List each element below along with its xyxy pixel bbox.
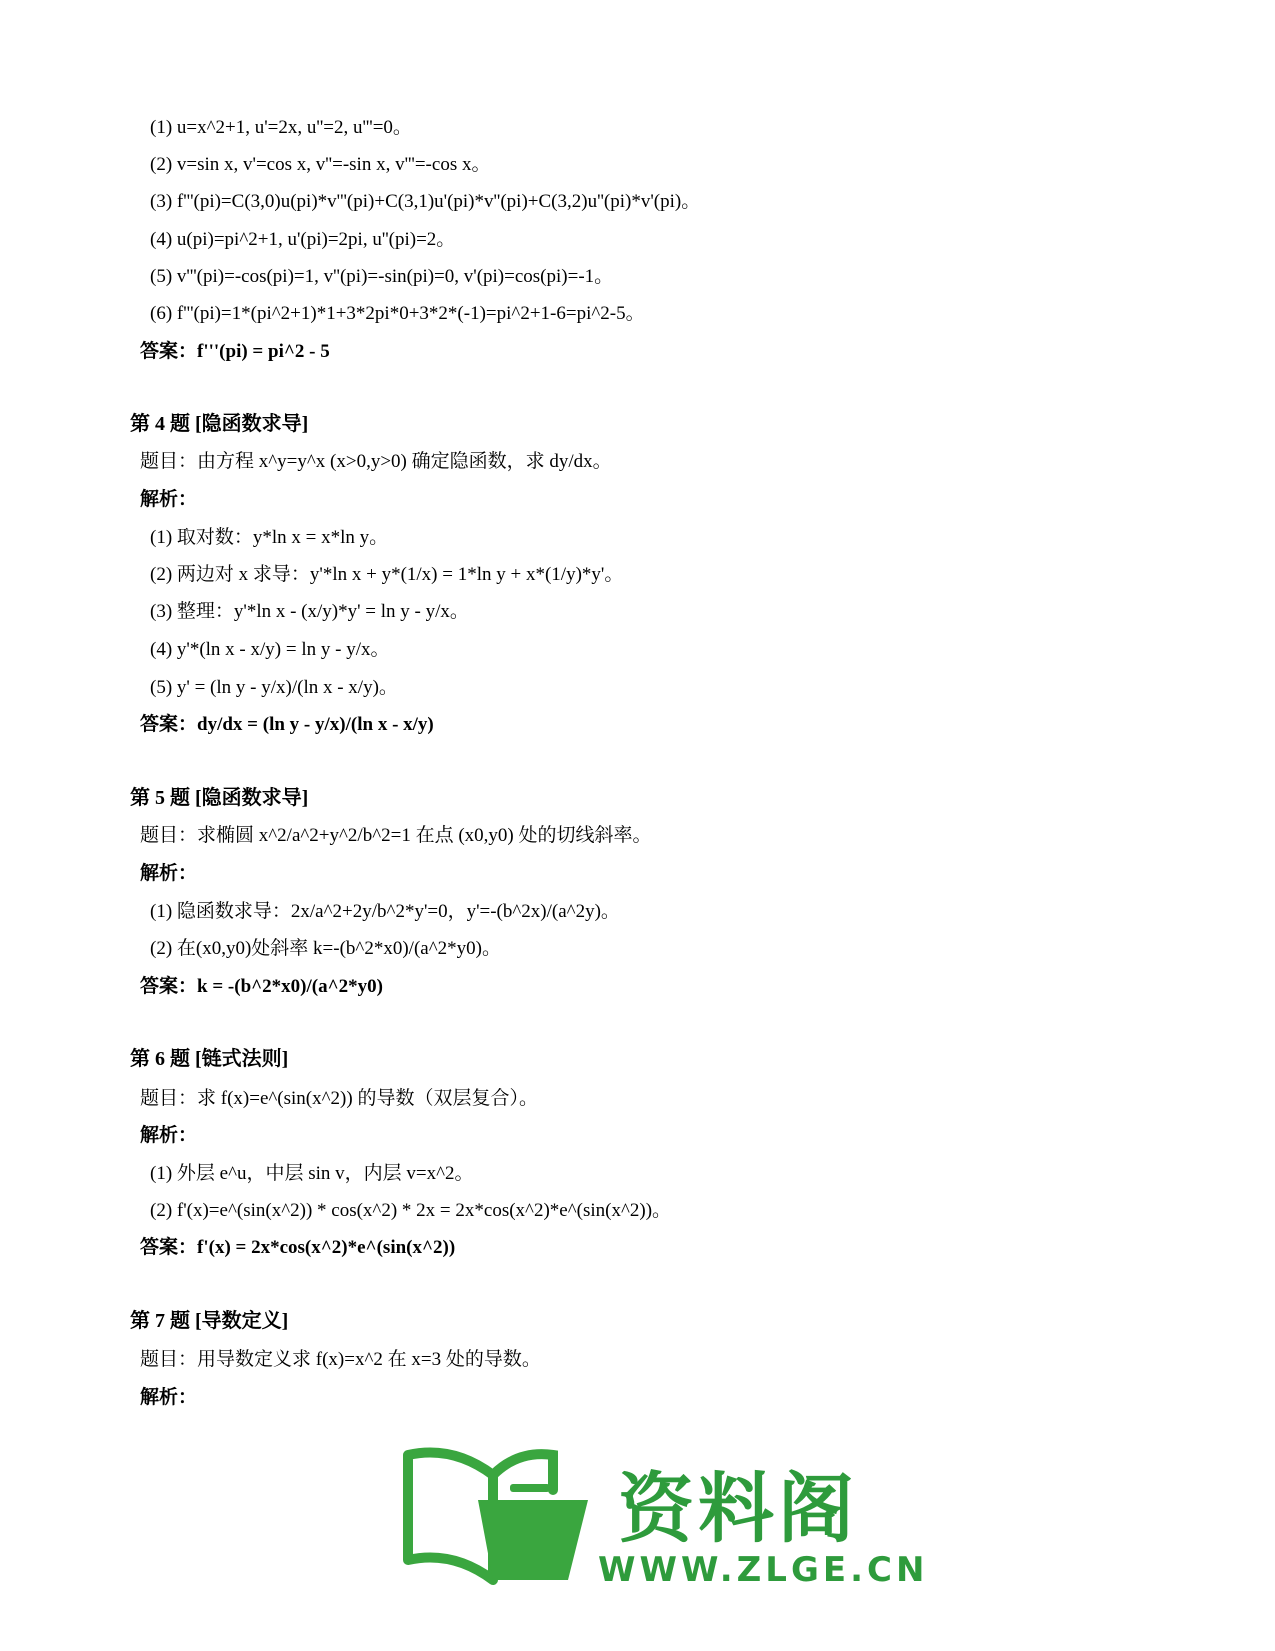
q4-step-4: (4) y'*(ln x - x/y) = ln y - y/x。 — [150, 639, 390, 660]
q4-step-1: (1) 取对数：y*ln x = x*ln y。 — [150, 527, 389, 548]
q5-prompt: 题目：求椭圆 x^2/a^2+y^2/b^2=1 在点 (x0,y0) 处的切线斜率。 — [140, 825, 652, 846]
q6-analysis-label: 解析： — [140, 1125, 198, 1146]
q3-step-2: (2) v=sin x, v'=cos x, v''=-sin x, v'''=-cos x。 — [150, 154, 491, 175]
answer-label: 答案： — [140, 341, 198, 362]
q4-step-3: (3) 整理：y'*ln x - (x/y)*y' = ln y - y/x。 — [150, 601, 469, 622]
q3-step-3: (3) f'''(pi)=C(3,0)u(pi)*v'''(pi)+C(3,1)u'(pi)*v''(pi)+C(3,2)u''(pi)*v'(pi)。 — [150, 191, 701, 212]
q5-step-1: (1) 隐函数求导：2x/a^2+2y/b^2*y'=0，y'=-(b^2x)/(a^2y)。 — [150, 901, 620, 922]
answer-label: 答案： — [140, 1237, 198, 1258]
q3-step-5: (5) v'''(pi)=-cos(pi)=1, v''(pi)=-sin(pi)=0, v'(pi)=cos(pi)=-1。 — [150, 266, 614, 287]
q6-answer — [140, 1236, 455, 1260]
q3-step-6: (6) f'''(pi)=1*(pi^2+1)*1+3*2pi*0+3*2*(-1)=pi^2+1-6=pi^2-5。 — [150, 303, 645, 324]
q7-heading: 第 7 题 [导数定义] — [130, 1310, 289, 1332]
q5-step-2: (2) 在(x0,y0)处斜率 k=-(b^2*x0)/(a^2*y0)。 — [150, 938, 501, 959]
q6-prompt: 题目：求 f(x)=e^(sin(x^2)) 的导数（双层复合）。 — [140, 1088, 538, 1109]
q3-step-1: (1) u=x^2+1, u'=2x, u''=2, u'''=0。 — [150, 117, 412, 138]
q7-analysis-label: 解析： — [140, 1387, 198, 1408]
q3-answer — [140, 340, 330, 364]
answer-value: k = -(b^2*x0)/(a^2*y0) — [197, 976, 383, 997]
watermark-logo — [398, 1440, 929, 1640]
q5-answer — [140, 975, 383, 999]
q4-analysis-label: 解析： — [140, 489, 198, 510]
watermark-url: WWW.ZLGE.CN — [598, 1550, 929, 1590]
q6-step-1: (1) 外层 e^u，中层 sin v，内层 v=x^2。 — [150, 1163, 474, 1184]
q4-prompt: 题目：由方程 x^y=y^x (x>0,y>0) 确定隐函数，求 dy/dx。 — [140, 451, 612, 472]
q4-step-2: (2) 两边对 x 求导：y'*ln x + y*(1/x) = 1*ln y + x*(1/y)*y'。 — [150, 564, 624, 585]
book-icon — [398, 1440, 598, 1590]
answer-value: dy/dx = (ln y - y/x)/(ln x - x/y) — [197, 714, 434, 735]
answer-label: 答案： — [140, 714, 198, 735]
q5-analysis-label: 解析： — [140, 863, 198, 884]
q3-step-4: (4) u(pi)=pi^2+1, u'(pi)=2pi, u''(pi)=2。 — [150, 229, 456, 250]
q6-heading: 第 6 题 [链式法则] — [130, 1048, 289, 1070]
q7-prompt: 题目：用导数定义求 f(x)=x^2 在 x=3 处的导数。 — [140, 1349, 541, 1370]
answer-label: 答案： — [140, 976, 198, 997]
q4-answer — [140, 713, 434, 737]
q5-heading: 第 5 题 [隐函数求导] — [130, 787, 309, 809]
watermark-name: 资料阁 — [618, 1464, 858, 1553]
answer-value: f'''(pi) = pi^2 - 5 — [197, 341, 330, 362]
answer-value: f'(x) = 2x*cos(x^2)*e^(sin(x^2)) — [197, 1237, 456, 1258]
q4-heading: 第 4 题 [隐函数求导] — [130, 413, 309, 435]
q6-step-2: (2) f'(x)=e^(sin(x^2)) * cos(x^2) * 2x = 2x*cos(x^2)*e^(sin(x^2))。 — [150, 1200, 672, 1221]
q4-step-5: (5) y' = (ln y - y/x)/(ln x - x/y)。 — [150, 677, 398, 698]
